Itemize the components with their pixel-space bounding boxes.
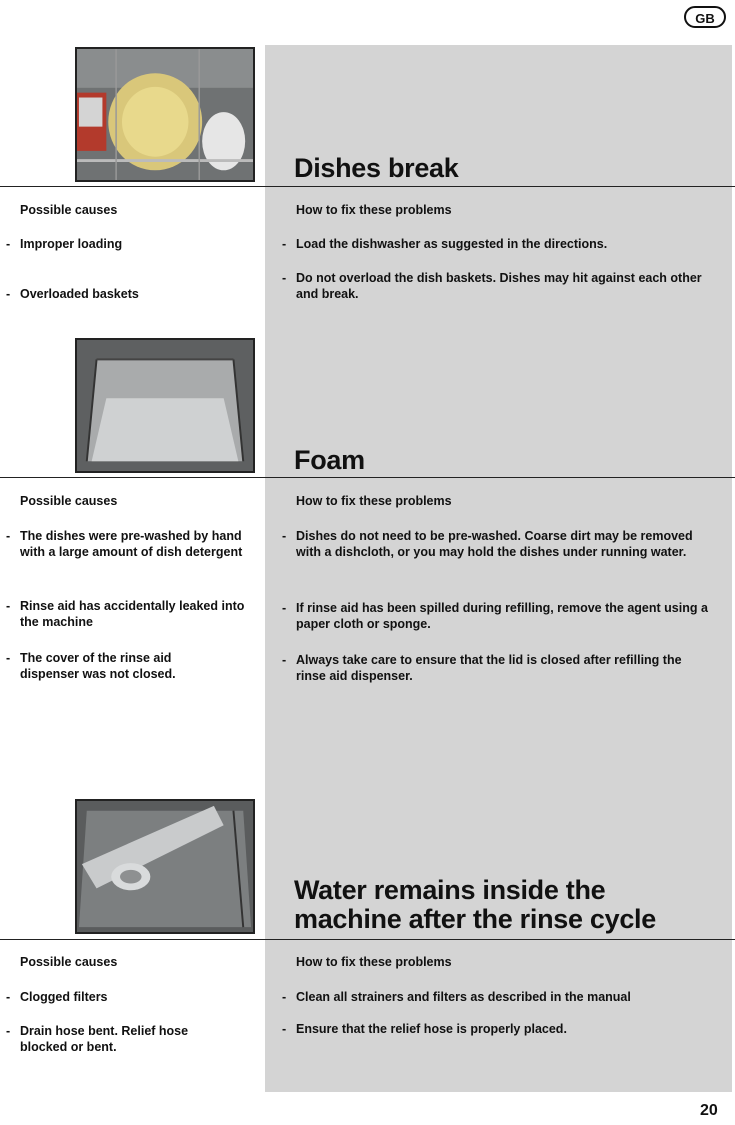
fix-item: - Clean all strainers and filters as described in the manual — [282, 990, 631, 1004]
how-to-fix-label: How to fix these problems — [296, 955, 452, 969]
language-badge: GB — [684, 6, 726, 28]
section-title-dishes-break: Dishes break — [294, 153, 459, 183]
dishes-photo — [75, 47, 255, 182]
cause-item: - Improper loading — [6, 237, 123, 251]
fix-item: - Load the dishwasher as suggested in the directions. — [282, 237, 608, 251]
foam-photo — [75, 338, 255, 473]
cause-item: - The cover of the rinse aid dispenser was not closed. — [6, 651, 176, 681]
divider — [0, 186, 735, 187]
how-to-fix-label: How to fix these problems — [296, 203, 452, 217]
section-title-foam: Foam — [294, 445, 365, 475]
section-title-line: machine after the rinse cycle — [294, 904, 656, 934]
section-title-line: Water remains inside the — [294, 875, 606, 905]
divider — [0, 939, 735, 940]
page-number: 20 — [700, 1102, 718, 1119]
section-title-water-remains — [294, 876, 656, 934]
fix-item: - Always take care to ensure that the lid is closed after refilling the rinse aid dispenser. — [282, 653, 682, 683]
possible-causes-label: Possible causes — [20, 494, 118, 508]
how-to-fix-label: How to fix these problems — [296, 494, 452, 508]
cause-item: - The dishes were pre-washed by hand with a large amount of dish detergent — [6, 529, 243, 559]
fix-item: - Dishes do not need to be pre-washed. Coarse dirt may be removed with a dishcloth, or you may hold the dishes under running water. — [282, 529, 693, 559]
filter-photo — [75, 799, 255, 934]
fix-item: - Ensure that the relief hose is properly placed. — [282, 1022, 567, 1036]
possible-causes-label: Possible causes — [20, 203, 118, 217]
cause-item: - Overloaded baskets — [6, 287, 139, 301]
cause-item: - Clogged filters — [6, 990, 108, 1004]
cause-item: - Drain hose bent. Relief hose blocked or bent. — [6, 1024, 189, 1054]
possible-causes-label: Possible causes — [20, 955, 118, 969]
fix-item: - If rinse aid has been spilled during refilling, remove the agent using a paper cloth or sponge. — [282, 601, 708, 631]
divider — [0, 477, 735, 478]
fix-item: - Do not overload the dish baskets. Dishes may hit against each other and break. — [282, 271, 702, 301]
cause-item: - Rinse aid has accidentally leaked into the machine — [6, 599, 245, 629]
